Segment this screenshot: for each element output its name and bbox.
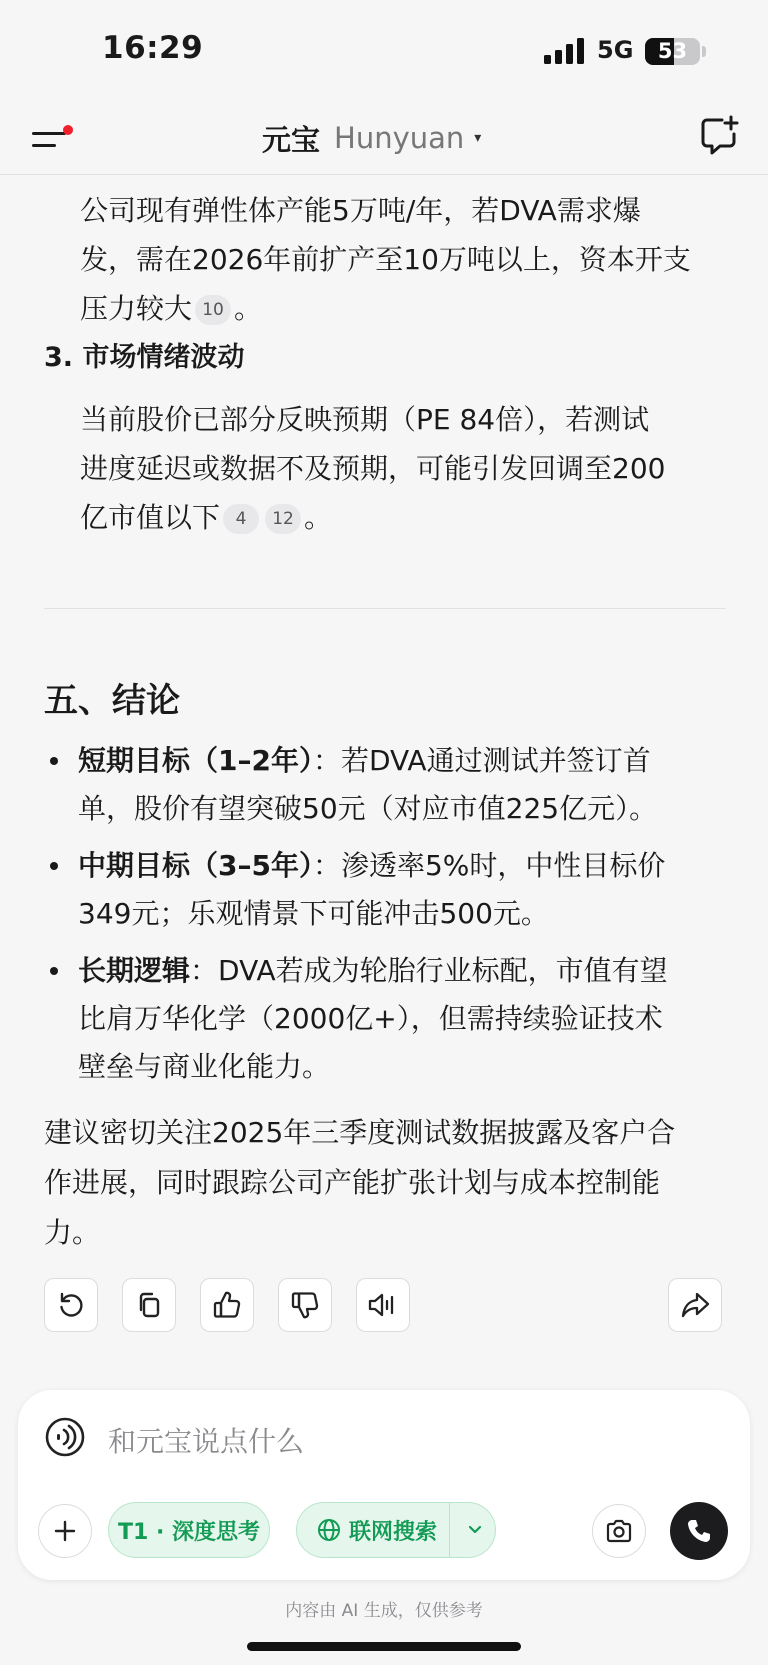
- globe-icon: [317, 1518, 341, 1542]
- cellular-signal-icon: [544, 38, 586, 64]
- copy-button[interactable]: [122, 1278, 176, 1332]
- text-line: [80, 284, 740, 333]
- clock: 16:29: [102, 30, 204, 66]
- bullet-dot: [50, 967, 58, 975]
- battery-tip: [702, 46, 706, 57]
- text-line: 比肩万华化学（2000亿+），但需持续验证技术: [78, 1002, 663, 1035]
- battery-percent: 53: [657, 39, 688, 63]
- share-button[interactable]: [668, 1278, 722, 1332]
- menu-button[interactable]: [30, 118, 74, 158]
- text-line: 单，股价有望突破50元（对应市值225亿元）。: [78, 792, 658, 825]
- new-chat-icon[interactable]: [698, 114, 740, 156]
- text-line: 建议密切关注2025年三季度测试数据披露及客户合: [44, 1116, 676, 1149]
- menu-icon: [32, 132, 66, 135]
- bullet-dot: [50, 757, 58, 765]
- ai-disclaimer: 内容由 AI 生成，仅供参考: [285, 1601, 483, 1621]
- text-line: [78, 842, 738, 890]
- text-line: 发，需在2026年前扩产至10万吨以上，资本开支: [80, 243, 691, 276]
- deep-thinking-toggle[interactable]: [108, 1502, 270, 1558]
- share-icon: [680, 1290, 710, 1320]
- regenerate-button[interactable]: [44, 1278, 98, 1332]
- text-line: 壁垒与商业化能力。: [78, 1050, 331, 1083]
- bullet-label: 短期目标（1–2年）: [78, 744, 313, 777]
- bullet-label: 长期逻辑: [78, 954, 191, 987]
- network-type: 5G: [597, 36, 634, 64]
- battery-icon: [645, 38, 700, 65]
- text-fragment: 亿市值以下: [80, 501, 221, 534]
- text-fragment: 压力较大: [80, 292, 193, 325]
- model-selector[interactable]: [262, 118, 481, 158]
- text-fragment: 渗透率5%时，中性目标价: [340, 849, 666, 882]
- text-fragment: 若DVA通过测试并签订首: [340, 744, 651, 777]
- add-attachment-button[interactable]: [38, 1504, 92, 1558]
- text-fragment: 。: [304, 501, 333, 534]
- text-line: 349元；乐观情景下可能冲击500元。: [78, 897, 549, 930]
- chip-divider: [449, 1503, 450, 1557]
- caret-down-icon: ▾: [474, 130, 482, 146]
- composer: [18, 1390, 750, 1580]
- text-fragment: ：: [312, 849, 341, 882]
- text-fragment: DVA若成为轮胎行业标配，市值有望: [218, 954, 668, 987]
- thumbs-up-icon: [212, 1290, 242, 1320]
- refresh-icon: [57, 1291, 85, 1319]
- camera-button[interactable]: [592, 1504, 646, 1558]
- camera-icon: [605, 1518, 633, 1544]
- bullet-label: 中期目标（3–5年）: [78, 849, 313, 882]
- paragraph-capacity: [80, 186, 740, 333]
- like-button[interactable]: [200, 1278, 254, 1332]
- menu-icon-bar: [32, 144, 56, 147]
- bullet-dot: [50, 862, 58, 870]
- text-line: 力。: [44, 1216, 101, 1249]
- text-line: 进度延迟或数据不及预期，可能引发回调至200: [80, 452, 666, 485]
- text-line: 作进展，同时跟踪公司产能扩张计划与成本控制能: [44, 1166, 661, 1199]
- section-title: 五、结论: [44, 681, 180, 721]
- voice-call-button[interactable]: [670, 1502, 728, 1560]
- citation-badge[interactable]: 4: [223, 504, 259, 534]
- thumbs-down-icon: [290, 1290, 320, 1320]
- home-indicator[interactable]: [247, 1642, 521, 1651]
- text-line: [80, 493, 740, 542]
- section-divider: [44, 608, 726, 609]
- closing-paragraph: [44, 1108, 734, 1258]
- text-line: 当前股价已部分反映预期（PE 84倍），若测试: [80, 403, 650, 436]
- list-item: [78, 842, 738, 938]
- chevron-down-icon[interactable]: [465, 1519, 485, 1539]
- text-fragment: ：: [190, 954, 219, 987]
- citation-badge[interactable]: 10: [195, 295, 231, 325]
- text-fragment: 。: [234, 292, 263, 325]
- voice-input-icon[interactable]: [44, 1416, 86, 1458]
- status-bar: [0, 0, 768, 100]
- citation-badge[interactable]: 12: [265, 504, 301, 534]
- dislike-button[interactable]: [278, 1278, 332, 1332]
- text-line: 公司现有弹性体产能5万吨/年，若DVA需求爆: [80, 194, 641, 227]
- web-search-toggle[interactable]: [296, 1502, 496, 1558]
- notification-dot: [63, 125, 73, 135]
- speaker-icon: [367, 1290, 399, 1320]
- list-item: [78, 947, 738, 1091]
- app-name: 元宝: [262, 122, 321, 157]
- chip-label: 联网搜索: [349, 1519, 438, 1545]
- risk-heading: 3. 市场情绪波动: [44, 342, 245, 373]
- plus-icon: [53, 1519, 77, 1543]
- copy-icon: [135, 1291, 163, 1319]
- top-nav: [0, 100, 768, 175]
- message-input[interactable]: 和元宝说点什么: [108, 1425, 305, 1458]
- list-item: [78, 737, 738, 833]
- read-aloud-button[interactable]: [356, 1278, 410, 1332]
- chip-label: T1 · 深度思考: [118, 1519, 260, 1545]
- phone-icon: [685, 1517, 713, 1545]
- text-fragment: ：: [312, 744, 341, 777]
- text-line: [78, 947, 738, 995]
- text-line: [78, 737, 738, 785]
- model-name: Hunyuan: [334, 121, 465, 155]
- paragraph-sentiment: [80, 395, 740, 542]
